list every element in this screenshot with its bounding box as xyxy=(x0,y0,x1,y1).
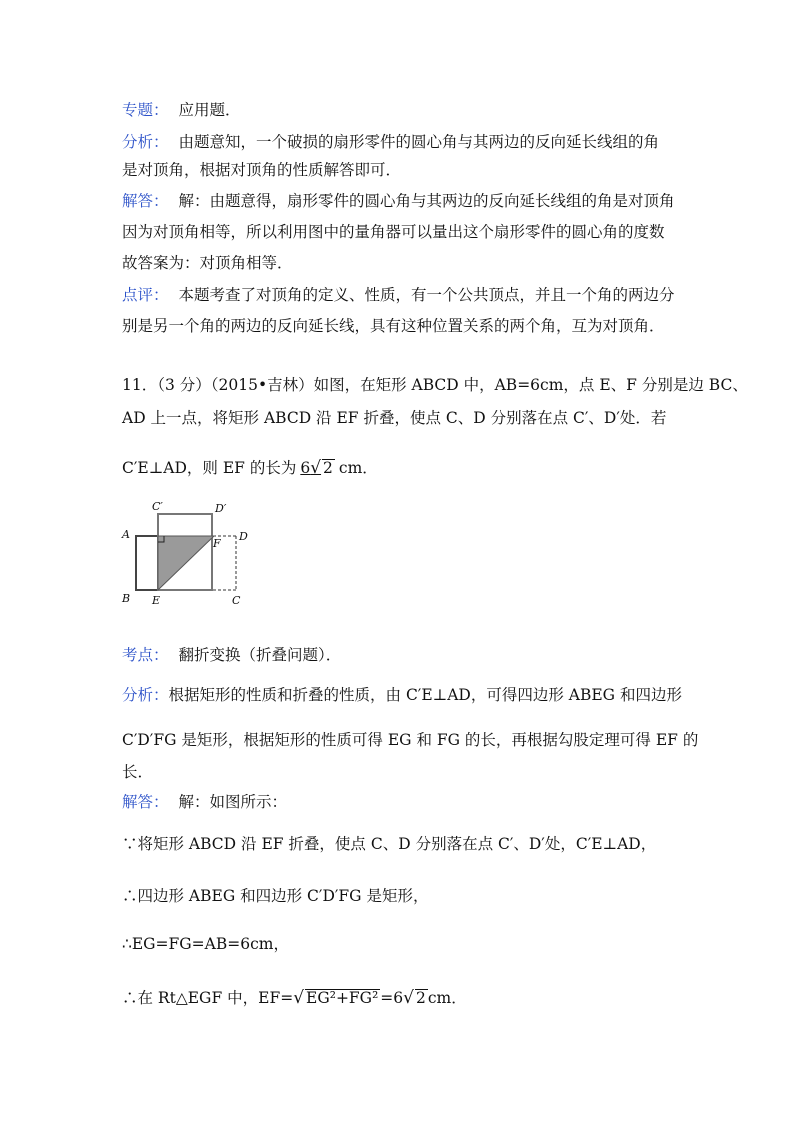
shaded-triangle xyxy=(158,536,214,590)
review-line-2: 别是另一个角的两边的反向延长线，具有这种位置关系的两个角，互为对顶角． xyxy=(122,317,665,335)
step4-text-pre: ∴在 Rt△EGF 中，EF= xyxy=(122,989,294,1007)
analysis-line-1 xyxy=(122,132,659,152)
solution-step-4: ∴在 Rt△EGF 中，EF=√ EG²+FG² =6√ 2 cm． xyxy=(122,988,467,1008)
question-11-text-post: cm． xyxy=(338,459,378,477)
answer-line-3: 故答案为：对顶角相等． xyxy=(122,254,293,272)
answer-blank: 6√ 2 xyxy=(300,458,333,478)
label-d: D xyxy=(239,530,248,543)
answer-line-1 xyxy=(122,191,675,211)
step4-text-post: cm． xyxy=(427,989,467,1007)
analysis2-text-1: 根据矩形的性质和折叠的性质，由 C′E⊥AD，可得四边形 ABEG 和四边形 xyxy=(168,686,682,704)
label-e: E xyxy=(152,594,161,607)
analysis2-line-3: 长． xyxy=(122,763,154,781)
answer-text-1: 解：由题意得，扇形零件的圆心角与其两边的反向延长线组的角是对顶角 xyxy=(178,192,675,210)
topic-line xyxy=(122,100,241,120)
rect-abeg xyxy=(136,536,158,590)
solution-step-3: ∴EG=FG=AB=6cm， xyxy=(122,935,289,953)
fold-figure xyxy=(118,494,258,610)
blank-coef: 6 xyxy=(300,459,311,477)
label-c: C xyxy=(232,594,241,607)
solution-step-1: ∵将矩形 ABCD 沿 EF 折叠，使点 C、D 分别落在点 C′、D′处，C′E⊥AD， xyxy=(122,835,657,853)
analysis-text-1: 由题意知，一个破损的扇形零件的圆心角与其两边的反向延长线组的角 xyxy=(178,133,660,151)
keypoint-line xyxy=(122,645,341,665)
answer-label: 解答： xyxy=(122,192,169,210)
solution-step-2: ∴四边形 ABEG 和四边形 C′D′FG 是矩形， xyxy=(122,887,429,905)
topic-label: 专题： xyxy=(122,101,169,119)
answer2-line xyxy=(122,792,287,812)
question-11-line-3 xyxy=(122,458,378,478)
analysis2-line-1 xyxy=(122,685,682,705)
review-text-1: 本题考查了对顶角的定义、性质，有一个公共顶点，并且一个角的两边分 xyxy=(178,286,675,304)
analysis-label: 分析： xyxy=(122,133,169,151)
step4-equals: =6 xyxy=(380,989,404,1007)
label-d-prime: D′ xyxy=(215,502,227,515)
review-label: 点评： xyxy=(122,286,169,304)
answer2-text: 解：如图所示： xyxy=(178,793,288,811)
step4-radicand-2: 2 xyxy=(415,989,426,1007)
analysis-line-2: 是对顶角，根据对顶角的性质解答即可． xyxy=(122,161,402,179)
question-11-line-1: 11．（3 分）（2015•吉林）如图，在矩形 ABCD 中，AB=6cm，点 E、F 分别是边 BC、 xyxy=(122,376,748,394)
label-c-prime: C′ xyxy=(152,500,163,513)
blank-radicand: 2 xyxy=(323,459,333,477)
analysis2-label: 分析： xyxy=(122,686,169,704)
analysis2-line-2: C′D′FG 是矩形，根据矩形的性质可得 EG 和 FG 的长，再根据勾股定理可得 EF 的 xyxy=(122,731,699,749)
step4-radicand: EG²+FG² xyxy=(306,989,379,1007)
label-b: B xyxy=(122,592,131,605)
label-f: F xyxy=(213,537,221,550)
label-a: A xyxy=(122,528,130,541)
topic-text: 应用题． xyxy=(178,101,241,119)
question-11-line-2: AD 上一点，将矩形 ABCD 沿 EF 折叠，使点 C、D 分别落在点 C′、D′处．若 xyxy=(122,409,667,427)
question-11-text-pre: C′E⊥AD，则 EF 的长为 xyxy=(122,459,297,477)
review-line-1 xyxy=(122,285,675,305)
keypoint-label: 考点： xyxy=(122,646,169,664)
keypoint-text: 翻折变换（折叠问题）． xyxy=(178,646,342,664)
answer-line-2: 因为对顶角相等，所以利用图中的量角器可以量出这个扇形零件的圆心角的度数 xyxy=(122,223,665,241)
answer2-label: 解答： xyxy=(122,793,169,811)
